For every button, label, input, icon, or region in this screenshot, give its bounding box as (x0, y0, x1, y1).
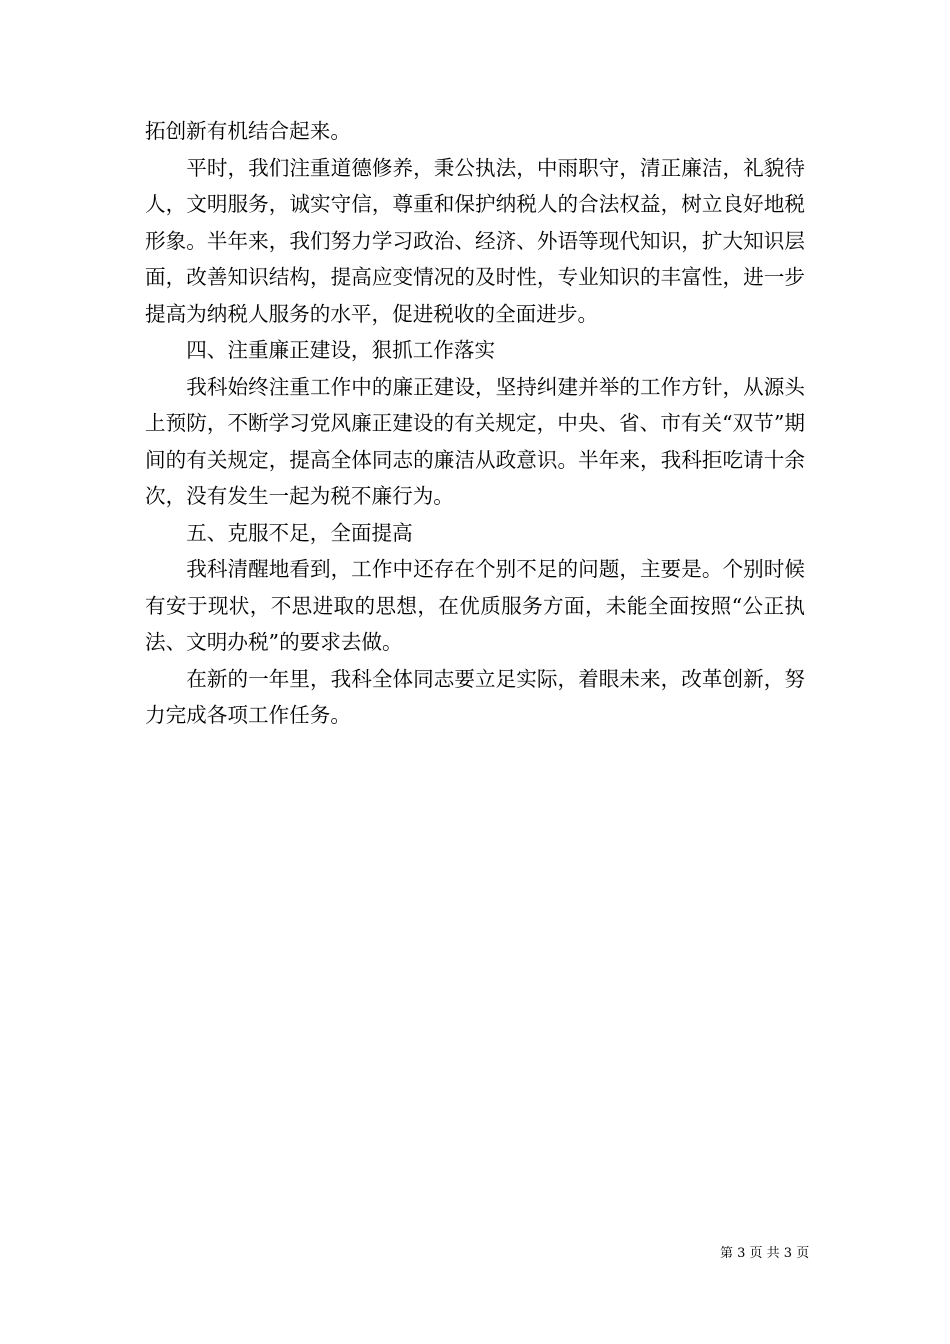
document-body (145, 113, 805, 734)
section-heading-5: 五、克服不足，全面提高 (186, 520, 413, 545)
paragraph-5: 在新的一年里，我科全体同志要立足实际，着眼未来，改革创新，努力完成各项工作任务。 (145, 666, 805, 727)
paragraph-1: 拓创新有机结合起来。 (145, 119, 351, 143)
paragraph-3: 我科始终注重工作中的廉正建设，坚持纠建并举的工作方针，从源头上预防，不断学习党风廉正建设的有关规定，中央、省、市有关“双节”期间的有关规定，提高全体同志的廉洁从政意识。半年来，我科拒吃请十余次，没有发生一起为税不廉行为。 (145, 374, 805, 508)
page-number: 第 3 页 共 3 页 (720, 1246, 810, 1261)
section-heading-4: 四、注重廉正建设，狠抓工作落实 (186, 338, 496, 362)
paragraph-2: 平时，我们注重道德修养，秉公执法，中雨职守，清正廉洁，礼貌待人，文明服务，诚实守信，尊重和保护纳税人的合法权益，树立良好地税形象。半年来，我们努力学习政治、经济、外语等现代知识，扩大知识层面，改善知识结构，提高应变情况的及时性，专业知识的丰富性，进一步提高为纳税人服务的水平，促进税收的全面进步。 (145, 155, 805, 326)
paragraph-4: 我科清醒地看到，工作中还存在个别不足的问题，主要是。个别时候有安于现状，不思进取的思想，在优质服务方面，未能全面按照“公正执法、文明办税”的要求去做。 (145, 557, 805, 654)
